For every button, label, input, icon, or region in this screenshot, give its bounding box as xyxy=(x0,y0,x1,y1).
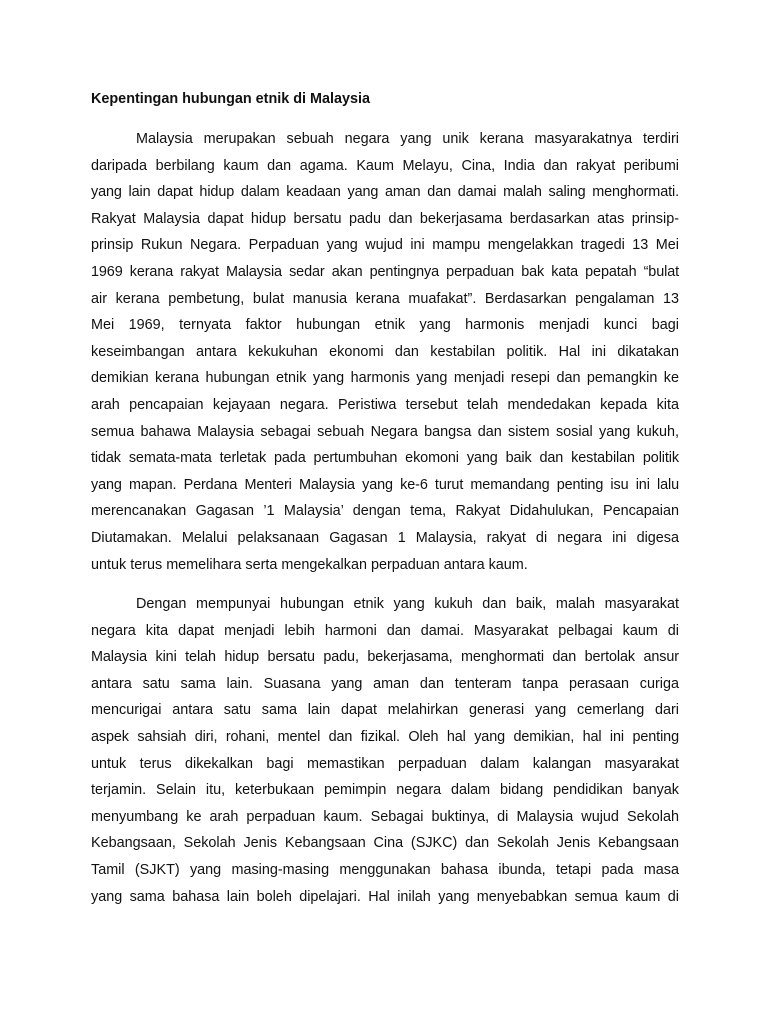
paragraph-line: semua bahawa Malaysia sebagai sebuah Negara bangsa dan sistem sosial yang kukuh, xyxy=(91,423,679,440)
paragraph-line: untuk terus memelihara serta mengekalkan perpaduan antara kaum. xyxy=(91,556,528,573)
document-title: Kepentingan hubungan etnik di Malaysia xyxy=(91,91,371,107)
paragraph-line: 1969 kerana rakyat Malaysia sedar akan pentingnya perpaduan bak kata pepatah “bulat xyxy=(91,263,679,280)
paragraph-line: Malaysia merupakan sebuah negara yang unik kerana masyarakatnya terdiri xyxy=(136,131,679,147)
paragraph-line: daripada berbilang kaum dan agama. Kaum Melayu, Cina, India dan rakyat peribumi xyxy=(91,157,679,174)
paragraph-line: Mei 1969, ternyata faktor hubungan etnik yang harmonis menjadi kunci bagi xyxy=(91,317,679,334)
paragraph-line: negara kita dapat menjadi lebih harmoni dan damai. Masyarakat pelbagai kaum di xyxy=(91,622,679,639)
paragraph-line: untuk terus dikekalkan bagi memastikan perpaduan dalam kalangan masyarakat xyxy=(91,755,679,772)
paragraph-line: demikian kerana hubungan etnik yang harmonis yang menjadi resepi dan pemangkin ke xyxy=(91,370,679,387)
paragraph-line: Tamil (SJKT) yang masing-masing menggunakan bahasa ibunda, tetapi pada masa xyxy=(91,862,679,879)
paragraph-line: menyumbang ke arah perpaduan kaum. Sebagai buktinya, di Malaysia wujud Sekolah xyxy=(91,808,679,825)
paragraph-line: yang sama bahasa lain boleh dipelajari. Hal inilah yang menyebabkan semua kaum di xyxy=(91,888,679,905)
paragraph-line: keseimbangan antara kekukuhan ekonomi dan kestabilan politik. Hal ini dikatakan xyxy=(91,343,679,360)
paragraph-1 xyxy=(91,126,679,578)
paragraph-line: yang mapan. Perdana Menteri Malaysia yang ke-6 turut memandang penting isu ini lalu xyxy=(91,476,679,493)
paragraph-line: merencanakan Gagasan ’1 Malaysia’ dengan tema, Rakyat Didahulukan, Pencapaian xyxy=(91,503,679,520)
paragraph-line: tidak semata-mata terletak pada pertumbuhan ekomoni yang baik dan kestabilan politik xyxy=(91,450,679,467)
paragraph-line: air kerana pembetung, bulat manusia kerana muafakat”. Berdasarkan pengalaman 13 xyxy=(91,290,679,307)
paragraph-line: arah pencapaian kejayaan negara. Peristiwa tersebut telah mendedakan kepada kita xyxy=(91,396,679,413)
paragraph-line: Rakyat Malaysia dapat hidup bersatu padu dan bekerjasama berdasarkan atas prinsip- xyxy=(91,210,679,227)
document-body xyxy=(91,86,679,910)
paragraph-line: terjamin. Selain itu, keterbukaan pemimpin negara dalam bidang pendidikan banyak xyxy=(91,782,679,799)
paragraph-line: antara satu sama lain. Suasana yang aman dan tenteram tanpa perasaan curiga xyxy=(91,675,679,692)
paragraph-2 xyxy=(91,591,679,910)
paragraph-line: Kebangsaan, Sekolah Jenis Kebangsaan Cina (SJKC) dan Sekolah Jenis Kebangsaan xyxy=(91,835,679,852)
paragraph-line: Diutamakan. Melalui pelaksanaan Gagasan 1 Malaysia, rakyat di negara ini digesa xyxy=(91,529,679,546)
paragraph-line: yang lain dapat hidup dalam keadaan yang aman dan damai malah saling menghormati. xyxy=(91,184,679,201)
paragraph-line: mencurigai antara satu sama lain dapat melahirkan generasi yang cemerlang dari xyxy=(91,702,679,719)
paragraph-line: prinsip Rukun Negara. Perpaduan yang wujud ini mampu mengelakkan tragedi 13 Mei xyxy=(91,237,679,254)
paragraph-line: aspek sahsiah diri, rohani, mentel dan fizikal. Oleh hal yang demikian, hal ini penting xyxy=(91,729,679,746)
paragraph-line: Malaysia kini telah hidup bersatu padu, bekerjasama, menghormati dan bertolak ansur xyxy=(91,649,679,666)
paragraph-line: Dengan mempunyai hubungan etnik yang kukuh dan baik, malah masyarakat xyxy=(136,596,679,613)
